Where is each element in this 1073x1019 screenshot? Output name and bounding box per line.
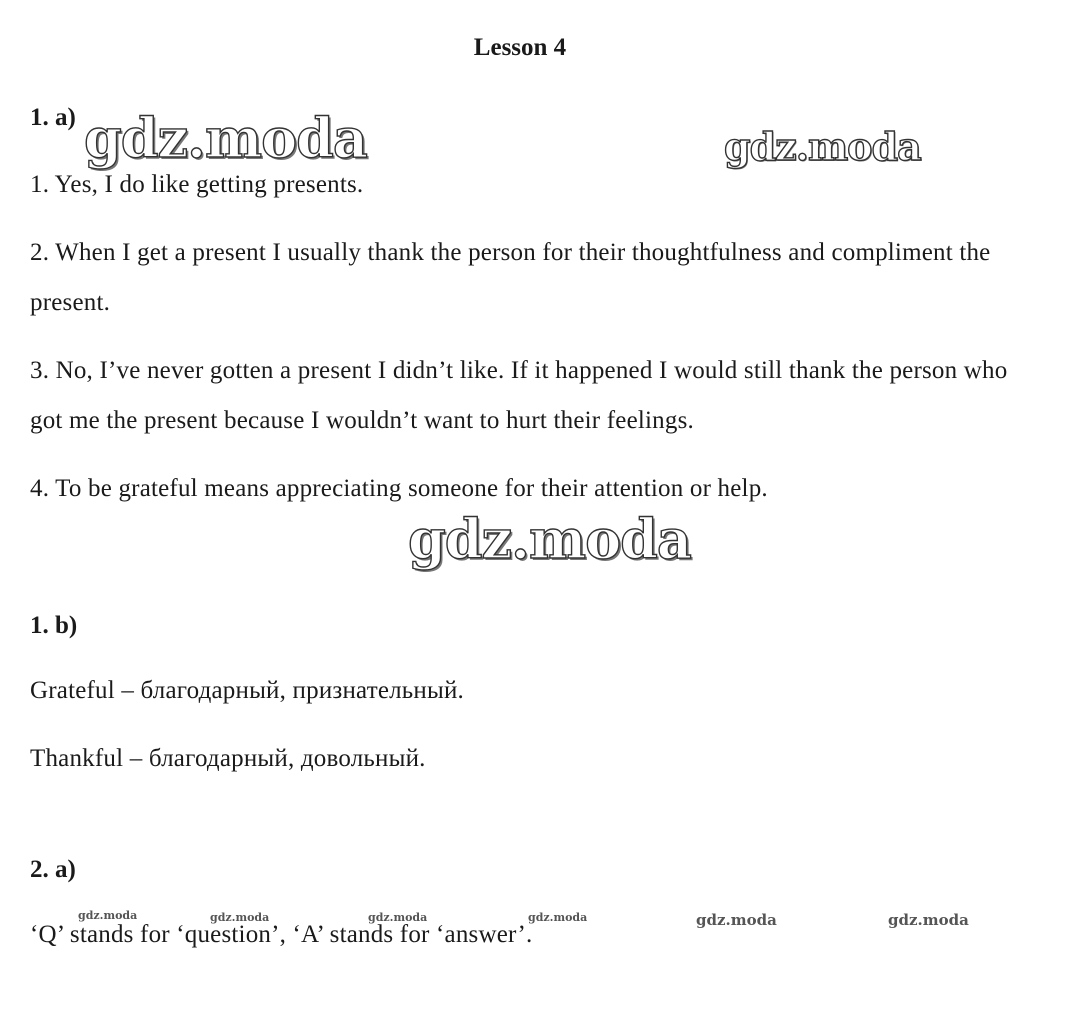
translation-line-2: Thankful – благодарный, довольный. [30, 745, 426, 772]
answer-2: 2. When I get a present I usually thank the person for their thoughtfulness and compliment the present. [30, 239, 991, 316]
watermark-logo: gdz.moda [84, 106, 367, 170]
section-heading-1b: 1. b) [30, 612, 78, 639]
watermark-logo: gdz.moda [696, 911, 777, 929]
answer-4: 4. To be grateful means appreciating someone for their attention or help. [30, 475, 768, 502]
answer-1: 1. Yes, I do like getting presents. [30, 171, 364, 198]
watermark-logo: gdz.moda [210, 911, 270, 924]
watermark-logo: gdz.moda [368, 911, 428, 924]
translation-line-1: Grateful – благодарный, признательный. [30, 677, 465, 704]
section-heading-2a: 2. a) [30, 856, 76, 883]
watermark-logo: gdz.moda [78, 909, 138, 922]
watermark-logo: gdz.moda [408, 507, 691, 571]
watermark-logo: gdz.moda [888, 911, 969, 929]
answer-line: ‘Q’ stands for ‘question’, ‘A’ stands for ‘answer’. [30, 921, 533, 948]
watermark-logo: gdz.moda [528, 911, 588, 924]
watermark-logo: gdz.moda [724, 124, 921, 169]
page-title: Lesson 4 [473, 34, 567, 61]
answer-3: 3. No, I’ve never gotten a present I didn’t like. If it happened I would still thank the person who got me the present because I wouldn’t want to hurt their feelings. [30, 357, 1008, 434]
section-heading-1a: 1. a) [30, 104, 76, 131]
